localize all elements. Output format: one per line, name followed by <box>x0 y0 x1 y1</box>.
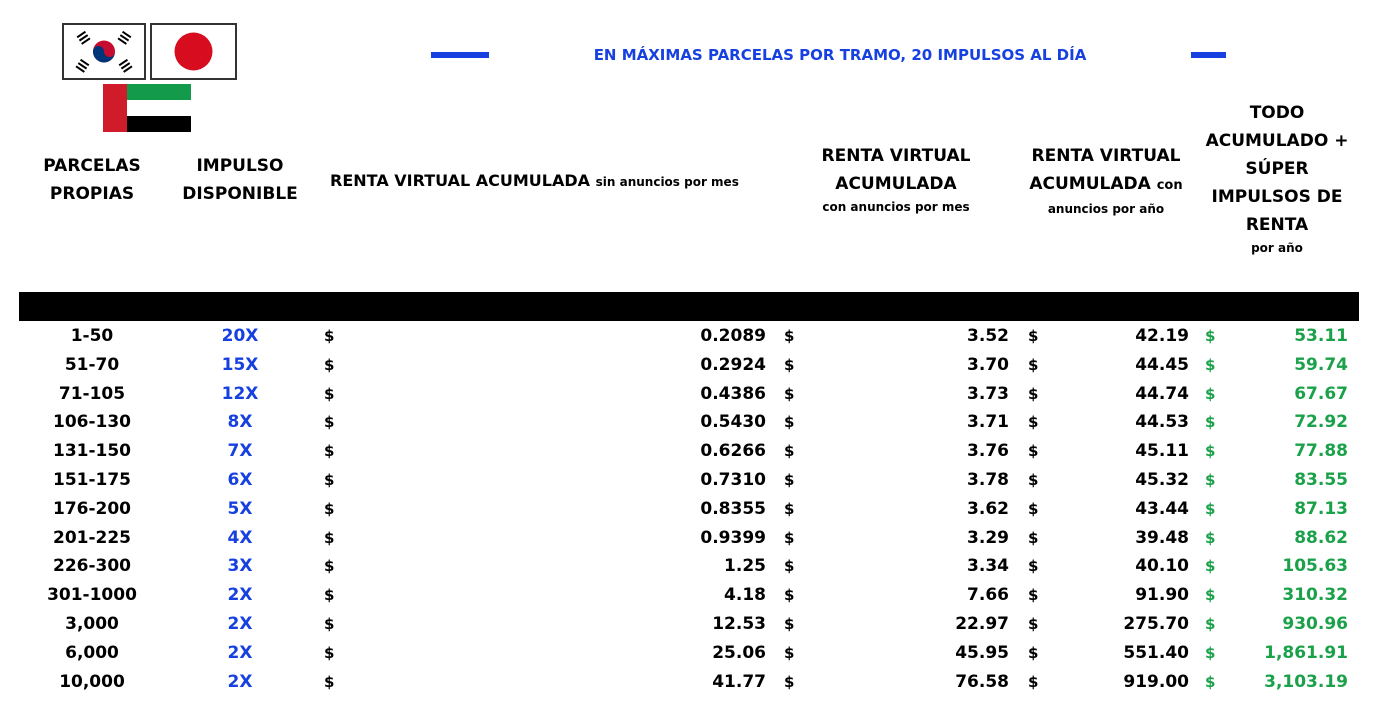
renta-mes-cell: 3.34 <box>967 556 1009 577</box>
currency-symbol: $ <box>324 413 335 432</box>
table-row <box>0 495 1382 524</box>
header-renta-anio-main2: ACUMULADA <box>1029 174 1151 194</box>
title-dash-left <box>431 52 489 58</box>
renta-mes-cell: 3.73 <box>967 383 1009 404</box>
todo-acumulado-cell: 77.88 <box>1294 441 1348 462</box>
header-todo-acumulado <box>1204 99 1350 257</box>
currency-symbol: $ <box>784 528 795 547</box>
currency-symbol: $ <box>784 672 795 691</box>
table-row <box>0 610 1382 639</box>
currency-symbol: $ <box>1028 355 1039 374</box>
currency-symbol: $ <box>784 499 795 518</box>
currency-symbol: $ <box>784 586 795 605</box>
currency-symbol: $ <box>784 355 795 374</box>
renta-sin-cell: 0.9399 <box>700 527 766 548</box>
range-cell: 106-130 <box>52 412 132 433</box>
renta-anio-cell: 551.40 <box>1123 642 1189 663</box>
currency-symbol: $ <box>1205 327 1216 345</box>
boost-cell: 20X <box>221 326 259 346</box>
currency-symbol: $ <box>1205 528 1216 547</box>
renta-mes-cell: 3.70 <box>967 354 1009 375</box>
currency-symbol: $ <box>1205 586 1216 605</box>
currency-symbol: $ <box>1205 471 1216 489</box>
currency-symbol: $ <box>784 384 795 403</box>
range-cell: 301-1000 <box>47 585 137 606</box>
header-divider-bar <box>19 292 1359 321</box>
range-cell: 226-300 <box>52 556 132 577</box>
renta-sin-cell: 0.7310 <box>700 470 766 490</box>
currency-symbol: $ <box>324 528 335 547</box>
renta-mes-cell: 7.66 <box>967 585 1009 606</box>
renta-mes-cell: 3.29 <box>967 527 1009 548</box>
boost-cell: 15X <box>221 354 259 375</box>
uae-flag-icon <box>103 84 191 132</box>
header-todo-sub: por año <box>1251 241 1303 255</box>
boost-cell: 8X <box>227 412 253 433</box>
todo-acumulado-cell: 310.32 <box>1282 585 1348 606</box>
range-cell: 6,000 <box>65 642 119 663</box>
currency-symbol: $ <box>324 672 335 691</box>
header-parcelas-label: PARCELAS PROPIAS <box>43 156 141 204</box>
currency-symbol: $ <box>784 413 795 432</box>
renta-sin-cell: 0.6266 <box>700 441 766 462</box>
renta-sin-cell: 12.53 <box>712 614 766 634</box>
boost-cell: 5X <box>227 498 253 519</box>
currency-symbol: $ <box>1205 615 1216 633</box>
range-cell: 176-200 <box>52 498 132 519</box>
todo-acumulado-cell: 3,103.19 <box>1264 671 1348 692</box>
header-renta-mes-sub: con anuncios por mes <box>822 200 970 214</box>
title-dash-right <box>1191 52 1226 58</box>
page-title: EN MÁXIMAS PARCELAS POR TRAMO, 20 IMPULSOS AL DÍA <box>593 46 1087 64</box>
currency-symbol: $ <box>784 471 795 489</box>
boost-cell: 2X <box>227 671 253 692</box>
renta-anio-cell: 44.53 <box>1135 412 1189 433</box>
renta-anio-cell: 44.45 <box>1135 354 1189 375</box>
currency-symbol: $ <box>324 643 335 662</box>
table-row <box>0 581 1382 610</box>
header-renta-anio-con: con <box>1156 178 1183 193</box>
currency-symbol: $ <box>1205 557 1216 576</box>
table-row <box>0 322 1382 351</box>
currency-symbol: $ <box>1205 413 1216 432</box>
renta-sin-cell: 0.4386 <box>700 383 766 404</box>
currency-symbol: $ <box>1028 442 1039 461</box>
range-cell: 131-150 <box>52 441 132 462</box>
renta-sin-cell: 41.77 <box>712 671 766 692</box>
renta-mes-cell: 76.58 <box>955 671 1009 692</box>
renta-anio-cell: 40.10 <box>1135 556 1189 577</box>
header-parcelas <box>30 152 154 208</box>
header-renta-con-anio <box>1020 142 1192 218</box>
renta-sin-cell: 25.06 <box>712 642 766 663</box>
renta-anio-cell: 275.70 <box>1123 614 1189 634</box>
boost-cell: 4X <box>227 527 253 548</box>
currency-symbol: $ <box>1205 672 1216 691</box>
todo-acumulado-cell: 53.11 <box>1294 326 1348 346</box>
boost-cell: 2X <box>227 642 253 663</box>
header-renta-sin-main: RENTA VIRTUAL ACUMULADA <box>330 171 591 190</box>
table-row <box>0 351 1382 380</box>
renta-sin-cell: 0.8355 <box>700 498 766 519</box>
renta-anio-cell: 43.44 <box>1135 498 1189 519</box>
renta-sin-cell: 0.5430 <box>700 412 766 433</box>
renta-anio-cell: 42.19 <box>1135 326 1189 346</box>
renta-mes-cell: 3.76 <box>967 441 1009 462</box>
todo-acumulado-cell: 1,861.91 <box>1264 642 1348 663</box>
range-cell: 151-175 <box>52 470 132 490</box>
currency-symbol: $ <box>1028 643 1039 662</box>
currency-symbol: $ <box>324 557 335 576</box>
currency-symbol: $ <box>1205 384 1216 403</box>
renta-mes-cell: 3.71 <box>967 412 1009 433</box>
currency-symbol: $ <box>784 615 795 633</box>
boost-cell: 7X <box>227 441 253 462</box>
table-row <box>0 524 1382 553</box>
range-cell: 71-105 <box>58 383 126 404</box>
currency-symbol: $ <box>1028 327 1039 345</box>
currency-symbol: $ <box>1028 586 1039 605</box>
header-renta-sin-anuncios <box>330 167 790 196</box>
currency-symbol: $ <box>1205 643 1216 662</box>
currency-symbol: $ <box>324 499 335 518</box>
renta-anio-cell: 45.11 <box>1135 441 1189 462</box>
currency-symbol: $ <box>1028 528 1039 547</box>
renta-sin-cell: 0.2924 <box>700 354 766 375</box>
japan-flag-icon <box>150 23 237 80</box>
currency-symbol: $ <box>324 355 335 374</box>
currency-symbol: $ <box>1028 615 1039 633</box>
boost-cell: 6X <box>227 470 253 490</box>
currency-symbol: $ <box>324 442 335 461</box>
currency-symbol: $ <box>784 327 795 345</box>
renta-anio-cell: 919.00 <box>1123 671 1189 692</box>
table-row <box>0 466 1382 495</box>
header-renta-sin-sub: sin anuncios por mes <box>595 175 739 189</box>
renta-anio-cell: 39.48 <box>1135 527 1189 548</box>
table-row <box>0 408 1382 437</box>
header-renta-mes-main: RENTA VIRTUAL ACUMULADA <box>821 146 971 194</box>
currency-symbol: $ <box>784 442 795 461</box>
todo-acumulado-cell: 83.55 <box>1294 470 1348 490</box>
currency-symbol: $ <box>1205 442 1216 461</box>
renta-mes-cell: 3.78 <box>967 470 1009 490</box>
range-cell: 201-225 <box>52 527 132 548</box>
currency-symbol: $ <box>784 643 795 662</box>
table-row <box>0 668 1382 697</box>
header-todo-main: TODO ACUMULADO + SÚPER IMPULSOS DE RENTA <box>1205 103 1349 235</box>
currency-symbol: $ <box>324 327 335 345</box>
currency-symbol: $ <box>324 471 335 489</box>
range-cell: 10,000 <box>59 671 125 692</box>
header-renta-con-mes <box>800 142 992 216</box>
todo-acumulado-cell: 87.13 <box>1294 498 1348 519</box>
range-cell: 51-70 <box>64 354 120 375</box>
renta-mes-cell: 22.97 <box>955 614 1009 634</box>
currency-symbol: $ <box>1028 557 1039 576</box>
renta-anio-cell: 44.74 <box>1135 383 1189 404</box>
table-row <box>0 380 1382 409</box>
currency-symbol: $ <box>324 384 335 403</box>
renta-anio-cell: 45.32 <box>1135 470 1189 490</box>
todo-acumulado-cell: 59.74 <box>1294 354 1348 375</box>
renta-sin-cell: 4.18 <box>724 585 766 606</box>
todo-acumulado-cell: 88.62 <box>1294 527 1348 548</box>
renta-mes-cell: 3.52 <box>967 326 1009 346</box>
table-row <box>0 552 1382 581</box>
todo-acumulado-cell: 105.63 <box>1282 556 1348 577</box>
header-impulso-label: IMPULSO DISPONIBLE <box>182 156 298 204</box>
currency-symbol: $ <box>1028 672 1039 691</box>
header-impulso <box>172 152 308 208</box>
boost-cell: 2X <box>227 585 253 606</box>
boost-cell: 12X <box>221 383 259 404</box>
renta-anio-cell: 91.90 <box>1135 585 1189 606</box>
renta-mes-cell: 3.62 <box>967 498 1009 519</box>
currency-symbol: $ <box>1205 355 1216 374</box>
currency-symbol: $ <box>1028 413 1039 432</box>
currency-symbol: $ <box>784 557 795 576</box>
currency-symbol: $ <box>1028 471 1039 489</box>
range-cell: 3,000 <box>65 614 119 634</box>
renta-mes-cell: 45.95 <box>955 642 1009 663</box>
south-korea-flag-icon <box>62 23 146 80</box>
renta-sin-cell: 0.2089 <box>700 326 766 346</box>
todo-acumulado-cell: 930.96 <box>1282 614 1348 634</box>
todo-acumulado-cell: 67.67 <box>1294 383 1348 404</box>
renta-sin-cell: 1.25 <box>724 556 766 577</box>
boost-cell: 3X <box>227 556 253 577</box>
header-renta-anio-sub: anuncios por año <box>1047 202 1165 216</box>
currency-symbol: $ <box>324 586 335 605</box>
todo-acumulado-cell: 72.92 <box>1294 412 1348 433</box>
table-row <box>0 437 1382 466</box>
header-renta-anio-main1: RENTA VIRTUAL <box>1031 146 1181 166</box>
range-cell: 1-50 <box>70 326 114 346</box>
boost-cell: 2X <box>227 614 253 634</box>
currency-symbol: $ <box>1028 499 1039 518</box>
currency-symbol: $ <box>1028 384 1039 403</box>
table-row <box>0 639 1382 668</box>
currency-symbol: $ <box>324 615 335 633</box>
currency-symbol: $ <box>1205 499 1216 518</box>
